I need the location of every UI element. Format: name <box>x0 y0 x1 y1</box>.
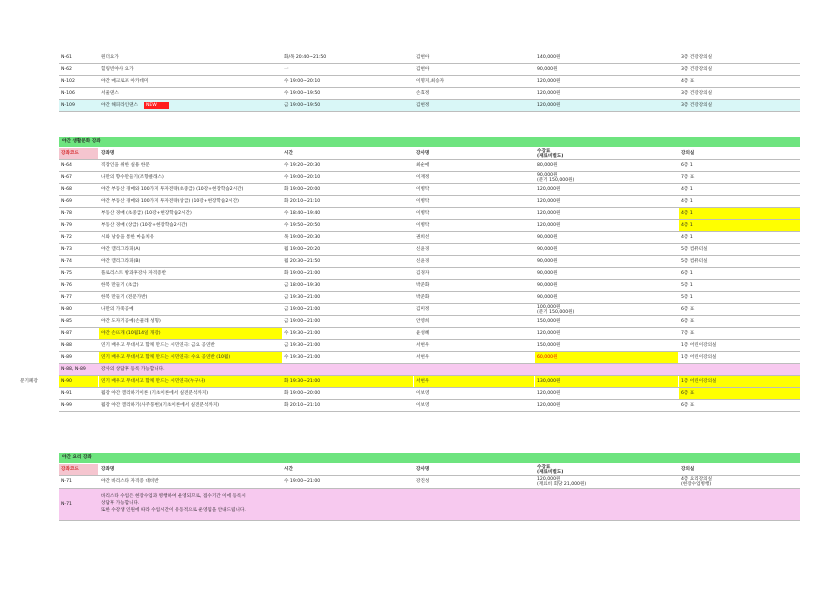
cell-room: 3층 건강강의실 <box>681 103 713 108</box>
cell-teacher: 최순애 <box>416 163 430 168</box>
note-line: 바리스타 수업은 현장수업과 병행하여 운영되므로, 접수기간 이에 등록시 <box>101 494 246 499</box>
table-row <box>59 172 800 184</box>
cell-code: N-87 <box>61 331 72 336</box>
table-row <box>59 76 800 88</box>
cell-fee: 120,000원 <box>537 223 561 228</box>
cell-code: N-80 <box>61 307 72 312</box>
cell-code: N-64 <box>61 163 72 168</box>
cell-name: 부동산 경매 (상급) (10강+현장학습2시간) <box>101 223 188 228</box>
cell-time: 수 19:00~20:10 <box>284 175 321 180</box>
table-row <box>59 316 800 328</box>
cell-teacher: 김현아 <box>416 67 430 72</box>
table-header <box>59 148 800 160</box>
header-fee-line1: 수강료 <box>537 464 551 470</box>
cell-fee: 120,000원 <box>537 103 561 108</box>
table-row <box>59 388 800 400</box>
cell-fee-sub: (분기 150,000원) <box>537 310 575 315</box>
cell-room-sub: (현장수업병행) <box>681 482 712 487</box>
cell-time: 금 18:00~19:30 <box>284 283 321 288</box>
header-code: 강좌코드 <box>59 148 98 159</box>
header-fee <box>535 148 678 159</box>
cell-name: 야간 부동산 경매와 100가지 투자전략(상급) (10강+현장학습2시간) <box>101 199 239 204</box>
cell-name: 한복 만들기 (전문가반) <box>101 295 148 300</box>
cell-code: N-61 <box>61 55 72 60</box>
cell-name: 연기 배우고 무대서고 함께 만드는 시민연극(누구나) <box>99 376 282 387</box>
cell-room: 5층 컴퓨터실 <box>681 247 708 252</box>
cell-time: 화 19:00~20:00 <box>284 187 321 192</box>
table-row <box>59 208 800 220</box>
cell-time: 화 20:10~21:10 <box>284 199 321 204</box>
cell-fee-sub: (재료비 회당 21,000원) <box>537 482 587 487</box>
cell-room: 6층 표 <box>681 307 695 312</box>
cell-name <box>99 100 282 111</box>
cell-name: 부동산 경매 (초중급) (10강+현장학습2시간) <box>101 211 192 216</box>
cell-code: N-85 <box>61 319 72 324</box>
header-fee <box>535 464 678 475</box>
cell-name: 야간 손뜨개 (10월14일 개강) <box>99 328 282 339</box>
cell-code: N-69 <box>61 199 72 204</box>
cell-room: 4층 표 <box>681 79 695 84</box>
table-row <box>59 100 800 112</box>
cell-teacher: 강진성 <box>416 479 430 484</box>
cell-time: 수 18:40~19:40 <box>284 211 321 216</box>
cell-room: 4층 1 <box>681 235 693 240</box>
note-code: N-71 <box>61 502 72 507</box>
cell-fee: 90,000원 <box>537 235 558 240</box>
header-time: 시간 <box>284 467 293 472</box>
cell-time: 화 19:00~21:00 <box>284 271 321 276</box>
table-row <box>59 268 800 280</box>
table-1-body <box>59 52 800 112</box>
cell-name-text: 야간 매크로포 아카데미 <box>101 79 149 84</box>
table-row <box>59 232 800 244</box>
cell-code: N-90 <box>59 376 98 387</box>
cell-name <box>99 88 282 99</box>
cell-time: 금 19:00~19:50 <box>284 103 321 108</box>
cell-name: 월강 야간 캘리하기(사주풍변)(기초이론에서 실전분석까지) <box>101 403 220 408</box>
cell-time: 화 20:10~21:10 <box>284 403 321 408</box>
cell-name: 연기 배우고 무대서고 함께 만드는 시민연극: 수요 공연반 (10월) <box>99 352 282 363</box>
cell-room: 6층 1 <box>681 271 693 276</box>
cell-teacher: 손효정 <box>416 91 430 96</box>
cell-teacher: 신윤경 <box>416 247 430 252</box>
cell-name: 야간 바리스타 자격증 대비반 <box>101 479 159 484</box>
cell-name <box>99 52 282 63</box>
header-room: 강의실 <box>681 467 695 472</box>
cell-code: N-68 <box>61 187 72 192</box>
table-row <box>59 476 800 489</box>
cell-code: N-79 <box>61 223 72 228</box>
cell-time: 월 20:30~21:50 <box>284 259 321 264</box>
cell-time: 금 19:30~21:00 <box>284 295 321 300</box>
cell-fee-main: 100,000원 <box>537 304 561 310</box>
cell-name-text: 힐링빈야사 요가 <box>101 67 134 72</box>
cell-teacher: 이보영 <box>416 391 430 396</box>
cell-teacher: 윤성혜 <box>416 331 430 336</box>
cell-code: N-89 <box>61 355 72 360</box>
table-row <box>59 280 800 292</box>
cell-time: 수 19:00~21:00 <box>284 479 321 484</box>
cell-time: 一 <box>284 67 289 72</box>
cell-code: N-71 <box>61 479 72 484</box>
cell-room: 4층 1 <box>679 220 800 231</box>
cell-name: 연기 배우고 무대서고 함께 만드는 시민연극: 금요 공연반 <box>101 343 215 348</box>
cell-time: 화/목 20:40~21:50 <box>284 55 327 60</box>
cell-code: N-76 <box>61 283 72 288</box>
note-line: 상담후 가능합니다. <box>101 501 140 506</box>
cell-fee <box>535 304 678 315</box>
table-row <box>59 352 800 364</box>
table-section-3 <box>59 464 800 521</box>
cell-name <box>99 76 282 87</box>
cell-teacher: 이병탁 <box>416 199 430 204</box>
cell-time: 목 19:00~20:30 <box>284 235 321 240</box>
cell-name: 야간 캘리그라피(A) <box>101 247 141 252</box>
cell-time: 수 19:30~21:00 <box>284 331 321 336</box>
table-section-2 <box>20 148 800 412</box>
table-row <box>59 184 800 196</box>
cell-name <box>99 64 282 75</box>
header-teacher: 강사명 <box>416 467 430 472</box>
table-row <box>59 328 800 340</box>
cell-room: 7층 표 <box>681 175 695 180</box>
cell-teacher: 서현우 <box>416 343 430 348</box>
cell-teacher: 신윤경 <box>416 259 430 264</box>
table-row <box>20 376 800 388</box>
cell-code: N-109 <box>61 103 75 108</box>
cell-time: 금 19:00~21:00 <box>284 319 321 324</box>
cell-code: N-88 <box>61 343 72 348</box>
table-row <box>59 256 800 268</box>
cell-fee: 120,000원 <box>537 331 561 336</box>
cell-name: 한복 만들기 (초급) <box>101 283 139 288</box>
table-row <box>59 340 800 352</box>
cell-teacher: 이병탁 <box>416 223 430 228</box>
table-row <box>59 220 800 232</box>
cell-fee: 120,000원 <box>537 91 561 96</box>
cell-teacher: 안영희 <box>416 319 430 324</box>
header-name: 강좌명 <box>101 467 115 472</box>
cell-room: 3층 건강강의실 <box>681 67 713 72</box>
header-fee-line2: (재료비별도) <box>537 470 564 475</box>
cell-code: N-73 <box>61 247 72 252</box>
cell-fee: 90,000원 <box>537 271 558 276</box>
cell-fee-sub: (분기 150,000원) <box>537 178 575 183</box>
new-badge: NEW <box>144 102 169 109</box>
cell-fee: 130,000원 <box>535 376 678 387</box>
cell-teacher: 서현우 <box>416 355 430 360</box>
table-row <box>59 88 800 100</box>
cell-fee-main: 90,000원 <box>537 172 558 178</box>
cell-teacher: 김현정 <box>416 103 430 108</box>
cell-name: 플로리스트 방과후강사 자격증반 <box>101 271 167 276</box>
cell-code: N-74 <box>61 259 72 264</box>
table-row <box>59 52 800 64</box>
cell-time: 금 19:00~21:00 <box>284 307 321 312</box>
cell-fee: 150,000원 <box>537 319 561 324</box>
cell-time: 화 19:30~21:00 <box>282 376 413 387</box>
cell-name: 월강 야간 캘리하기이론 (기초이론에서 실전분석까지) <box>101 391 209 396</box>
cell-code: N-102 <box>61 79 75 84</box>
note-row <box>59 489 800 521</box>
cell-fee: 90,000원 <box>537 67 558 72</box>
cell-fee-main: 120,000원 <box>537 476 561 482</box>
cell-fee <box>535 476 678 488</box>
cell-time: 수 19:00~20:10 <box>284 79 321 84</box>
cell-code: N-75 <box>61 271 72 276</box>
cell-fee: 120,000원 <box>537 211 561 216</box>
cell-room: 3층 건강강의실 <box>681 55 713 60</box>
cell-time: 월 19:00~20:20 <box>284 247 321 252</box>
cell-room: 6층 표 <box>681 319 695 324</box>
cell-room: 6층 1 <box>681 163 693 168</box>
cell-time: 수 19:20~20:30 <box>284 163 321 168</box>
header-code: 강좌코드 <box>59 464 98 475</box>
cell-room: 3층 건강강의실 <box>681 91 713 96</box>
cell-room: 6층 표 <box>679 388 800 399</box>
cell-time: 수 19:00~19:50 <box>284 91 321 96</box>
table-row <box>59 196 800 208</box>
table-row <box>59 160 800 172</box>
cell-fee: 150,000원 <box>537 343 561 348</box>
cell-room: 4층 1 <box>681 187 693 192</box>
cell-code: N-106 <box>61 91 75 96</box>
cell-code: N-91 <box>61 391 72 396</box>
cell-name: 야간 캘리그라피(B) <box>101 259 141 264</box>
cell-teacher: 이병탁 <box>416 211 430 216</box>
cell-fee: 90,000원 <box>537 295 558 300</box>
note-text <box>99 489 499 520</box>
cell-code: N-88, N-89 <box>61 367 86 372</box>
cell-name-text: 원더요가 <box>101 55 119 60</box>
cell-code: N-99 <box>61 403 72 408</box>
cell-code: N-77 <box>61 295 72 300</box>
cell-name: 나만의 가죽공예 <box>101 307 134 312</box>
section-title-cooking: 야간 요리 강좌 <box>59 453 800 463</box>
table-header <box>59 464 800 476</box>
cell-time: 수 19:30~21:00 <box>284 355 321 360</box>
cell-teacher: 이명지,최승자 <box>416 79 445 84</box>
cell-fee: 60,000원 <box>535 352 678 363</box>
cell-room: 5층 1 <box>681 295 693 300</box>
cell-code: N-78 <box>61 211 72 216</box>
cell-name: 야간 도자기공예(손물레 성형) <box>101 319 161 324</box>
cell-teacher: 박준화 <box>416 283 430 288</box>
header-fee-line2: (재료비별도) <box>537 154 564 159</box>
cell-fee: 120,000원 <box>537 187 561 192</box>
cell-teacher: 김현아 <box>416 55 430 60</box>
cell-room: 7층 표 <box>681 331 695 336</box>
cell-code: N-72 <box>61 235 72 240</box>
table-row <box>59 400 800 412</box>
cell-room: 5층 1 <box>681 283 693 288</box>
cell-teacher: 박준화 <box>416 295 430 300</box>
cell-teacher: 서현우 <box>414 376 534 387</box>
cell-fee <box>535 172 678 183</box>
cell-name: 나만의 향수만들기(조향클래스) <box>101 175 164 180</box>
cell-room: 5층 컴퓨터실 <box>681 259 708 264</box>
table-section-1 <box>59 52 800 112</box>
cell-room: 1층 어린이강의실 <box>681 343 717 348</box>
cell-teacher: 권희선 <box>416 235 430 240</box>
cell-fee: 90,000원 <box>537 247 558 252</box>
table-row <box>59 304 800 316</box>
cell-fee: 90,000원 <box>537 259 558 264</box>
table-row <box>59 64 800 76</box>
header-name: 강좌명 <box>101 151 115 156</box>
side-note: 분기폐강 <box>20 379 38 384</box>
table-row <box>59 364 800 376</box>
note-line: 또한 수강생 인원에 따라 수업시간이 유동적으로 운영됨을 안내드립니다. <box>101 508 246 513</box>
cell-fee: 120,000원 <box>537 403 561 408</box>
table-row <box>59 292 800 304</box>
cell-teacher: 이보영 <box>416 403 430 408</box>
cell-code: N-67 <box>61 175 72 180</box>
cell-name-text: 야간 해피라인댄스 <box>101 103 138 108</box>
header-room: 강의실 <box>681 151 695 156</box>
cell-time: 화 19:00~20:00 <box>284 391 321 396</box>
cell-fee: 120,000원 <box>537 79 561 84</box>
cell-teacher: 이재정 <box>416 175 430 180</box>
cell-fee: 80,000원 <box>537 163 558 168</box>
cell-teacher: 김미정 <box>416 307 430 312</box>
cell-code: N-62 <box>61 67 72 72</box>
cell-fee: 120,000원 <box>537 391 561 396</box>
header-time: 시간 <box>284 151 293 156</box>
header-fee-line1: 수강료 <box>537 148 551 154</box>
cell-fee: 140,000원 <box>537 55 561 60</box>
header-teacher: 강사명 <box>416 151 430 156</box>
cell-time: 금 19:30~21:00 <box>284 343 321 348</box>
cell-time: 수 19:50~20:50 <box>284 223 321 228</box>
cell-room: 1층 어린이강의실 <box>681 355 717 360</box>
cell-teacher: 김경자 <box>416 271 430 276</box>
cell-fee: 120,000원 <box>537 199 561 204</box>
cell-fee: 90,000원 <box>537 283 558 288</box>
cell-room-main: 4층 요리강의실 <box>681 476 713 482</box>
cell-name: 야간 부동산 경매와 100가지 투자전략(초중급) (10강+현장학습2시간) <box>101 187 244 192</box>
section-title-evening-culture: 야간 생활문화 강좌 <box>59 137 800 147</box>
cell-room <box>679 476 800 488</box>
cell-room: 6층 표 <box>681 403 695 408</box>
cell-room: 4층 1 <box>681 199 693 204</box>
cell-room: 1층 어린이강의실 <box>679 376 800 387</box>
table-2-body <box>20 160 800 412</box>
cell-note: 강사의 상담후 등록 가능합니다. <box>101 367 165 372</box>
cell-teacher: 이병탁 <box>416 187 430 192</box>
cell-name: 시와 낭송을 통한 마음치유 <box>101 235 155 240</box>
cell-name: 직장인을 위한 실용 한문 <box>101 163 150 168</box>
table-row <box>59 244 800 256</box>
cell-room: 4층 1 <box>679 208 800 219</box>
cell-name-text: 서울댄스 <box>101 91 119 96</box>
